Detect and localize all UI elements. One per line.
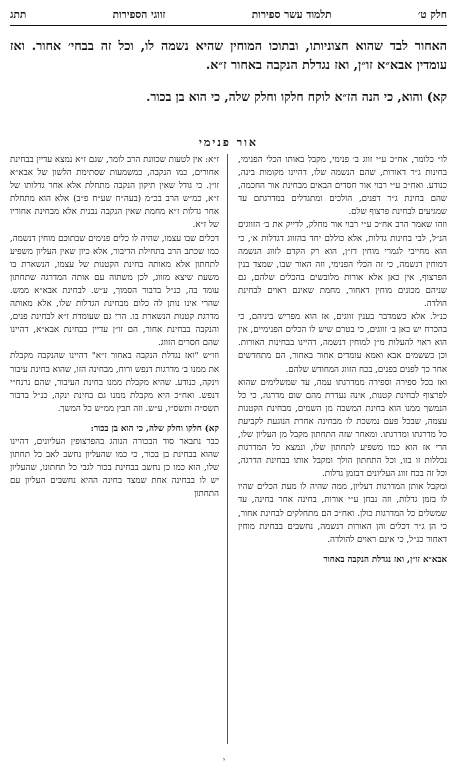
topic-label: זווגי הספירות [112, 9, 166, 21]
page-number: תתג [10, 9, 27, 21]
left-paragraph-3: וזו״ש "ואז נגדלת הנקבה באחור ז״א" דהיינו שהנקבה מקבלת את ממנו ב׳ מדרגות דנפש ורוח, מבחינה הזו, שהוא בחינת עיבור וינקה, כנודע. שהיא מקבלת ממנו בחינת העיבור, שהם נרנח״י דנפש. ואח״כ היא מקבלת ממנו גם בחינת ינקה, כנ״ל בדבור תשס״ה ותשס״ו, ע״ש. וזה תבין ממ״ש כל המשך. [10, 351, 219, 414]
right-paragraph-4: ואז בכל ספירה וספירה ממדרגתו עמה, עד שמשלימים שהוא לפרצוף לבחינת קטנות, אינה נעדרת מהם שום מדרגה, כי כל הנמשך ממנו הוא בחינת המשכה מן השמים, מבחינת הקטנות עצמה, שבכל פעם נמשכת לו מבחינה אחרת הנוגעת לקביעת כל מדרגתו ומדרגתו. ומאחר שזה התחתון מקבל מן העליון שלו, הרי אז הוא כמו משפיע לתחתון שלו, ונמצא כל המדרגות נכללות זו בזו, וכל התחתון הולך ומקבל אותו בבחינת הדרגה, וכל זה בכח זווג העליונים דבזמן גדלות. [238, 377, 447, 480]
page-header [10, 6, 447, 24]
left-paragraph-1: ז״א: אין לטעות שכוונת הרב לומר, שגם ז״א נמצא עדיין בבחינת אחורים, כמו הנקבה, כמשמעות שסתימת הלשון של אבא״א זו״ן. כי גודל שאין תיקון הנקבה מתחלת אלא אחר גדלותו של ז״א, כמ״ש הרב בכ״מ (בעה״ח שע״ח פ״ב) אלא הוא מתחלת אחר גדלות ז״א מחמת שאין הנקבה נבנית אלא מבחינת אחוריו של ז״א. [10, 155, 219, 231]
header-rule [10, 25, 447, 26]
commentary-title: אור פנימי [199, 136, 258, 149]
main-text-intro: האחור לבד שהוא חצוניותו, ובתוכו המוחין שהיא נשמה לו, וכל זה בבחי׳ אחור. ואז עומדין אבא״א זו״ן, ואז נגדלת הנקבה באחור ז״א. [10, 38, 447, 72]
main-text-paragraph-kaf-a: קא) והוא, כי הנה הז״א לוקח חלקו וחלק שלה, כי הוא בן בכור. [146, 90, 447, 104]
book-title: תלמוד עשר ספירות [251, 9, 332, 21]
right-column-bottom-line: אבא״א זו״ן, ואז נגדלת הנקבה באחור [323, 554, 447, 565]
section-label: חלק ט׳ [417, 9, 447, 21]
right-paragraph-2: וזהו שאמר הרב אח״כ ע״י רבוי אור מחלק, לדייק את ב׳ הזווגים הנ״ל, לבי בחינות גדלות, אלא כוללם יחד בהזווג דגדלות א׳, כי הוא מחייבי לגמרי מוחין דז״ן, הוא רק הקדם לזווג הנשמה דמוחין דנשמה, כי זה הכלי הפנימי, וזה האור שבו, שמצד בנין הפרצוף, אין כאן אלא אורות מלובשים בהכלים שלהם, גם שניהם מכונים מוחין דאחור, מחמת שאינם ראוים לבחינת הולדה. [238, 220, 447, 310]
right-paragraph-3: כנ״ל. אלא כשמדבר בענין זווגים, אז הוא מפריש ביניהם, כי בהכרח יש כאן ב׳ זווגים, כי בטרם שיש לו הכלים הפנימיים, אין הוא ראוי להעלות מ״ן למוחין דנשמה, דהיינו בבחינות האורות. וכן כששמים אבא ואמא עומדים אחור באחור, הם מתחדשים אחר כך לפנים בפנים, בכח הזווג המחודש שלהם. [238, 312, 447, 375]
left-kaf-a-heading: קא) חלקו וחלק שלה, כי הוא בן בכור: [90, 423, 219, 434]
commentary-right-column [238, 154, 447, 744]
left-column-bottom-text: כבר נתבאר סוד הבכורה הנוהג בהפרצופין העליונים, דהיינו שהוא בבחינת בן בכור, כי כמו שהעליון נחשב לאב כל תחתון שלו, הוא כמו כן נחשב בבחינת בכור לגבי כל תחתונו, שהעליון יש לו בבחינה אחת שמצד בחינה ההיא נחשבים העליון עם התחתון [10, 436, 219, 500]
right-paragraph-1: לו״ כלומר, אח״כ ע״י זווג ב׳ פנימי, מקבל באותו הכלי הפנימי, בחינות ג״ר דאורות, שהם הנשמה שלו, דהיינו מקומות בינה, כנודע. ואח״כ ע״י רבוי אור חסדים הבאים מבחינת אור החכמה, שהם בחינת ג״ר דפנים, הולכים ומתגדלים במדרגתם עד שמגיעים לבחינת פרצוף שלם. [238, 155, 447, 218]
spacer [10, 416, 219, 423]
spacer [238, 547, 447, 554]
page-footer-mark: י [223, 756, 226, 765]
left-paragraph-2: דכלים שבו עצמו, שהיה לו כלים פנימים שבתוכם מוחין דנשמה, כמו שכתב הרב בתחילת הדיבור, אלא כיון שאין העליון משפיע לתחתון אלא מאותה בחינת הקטנות של עצמו, הנשארת בו משעת שיצא מזווג, לכן משתוה עם אותה המדרגה שתחתון עומד בה, כנ״ל בדבור הסמוך, ע״ש. לבחינת אבא״א ממש. שהרי אינו נותן לה כלום מבחינת הגדלות שלו, אלא מאותה מדרגת קטנות הנשארת בו. הרי גם שעומדת ז״א לבחינת פנים, והנקבה בבחינת אחור, הם זו״ן עדיין בבחינת אבא״א, דהיינו שהם חסרים הזווג. [10, 233, 219, 349]
column-divider [227, 154, 228, 744]
right-paragraph-5: ומקבל אותן המדרגות דעליון, ממה שהיה לו מעת הכלים שהיו לו בזמן גדלות, וזה נבחן ע״י אורות, בחינה אחר בחינה, עד שמשלים כל המדרגות כולן. ואח״כ הם מתחלקים לבחינת אחור, כי הן ג״ר דכלים והן האורות דנשמה, נחשבים בבחינת מוחין דאחור כנ״ל, כי אינם ראוים להולדה. [238, 482, 447, 545]
commentary-left-column [10, 154, 219, 744]
